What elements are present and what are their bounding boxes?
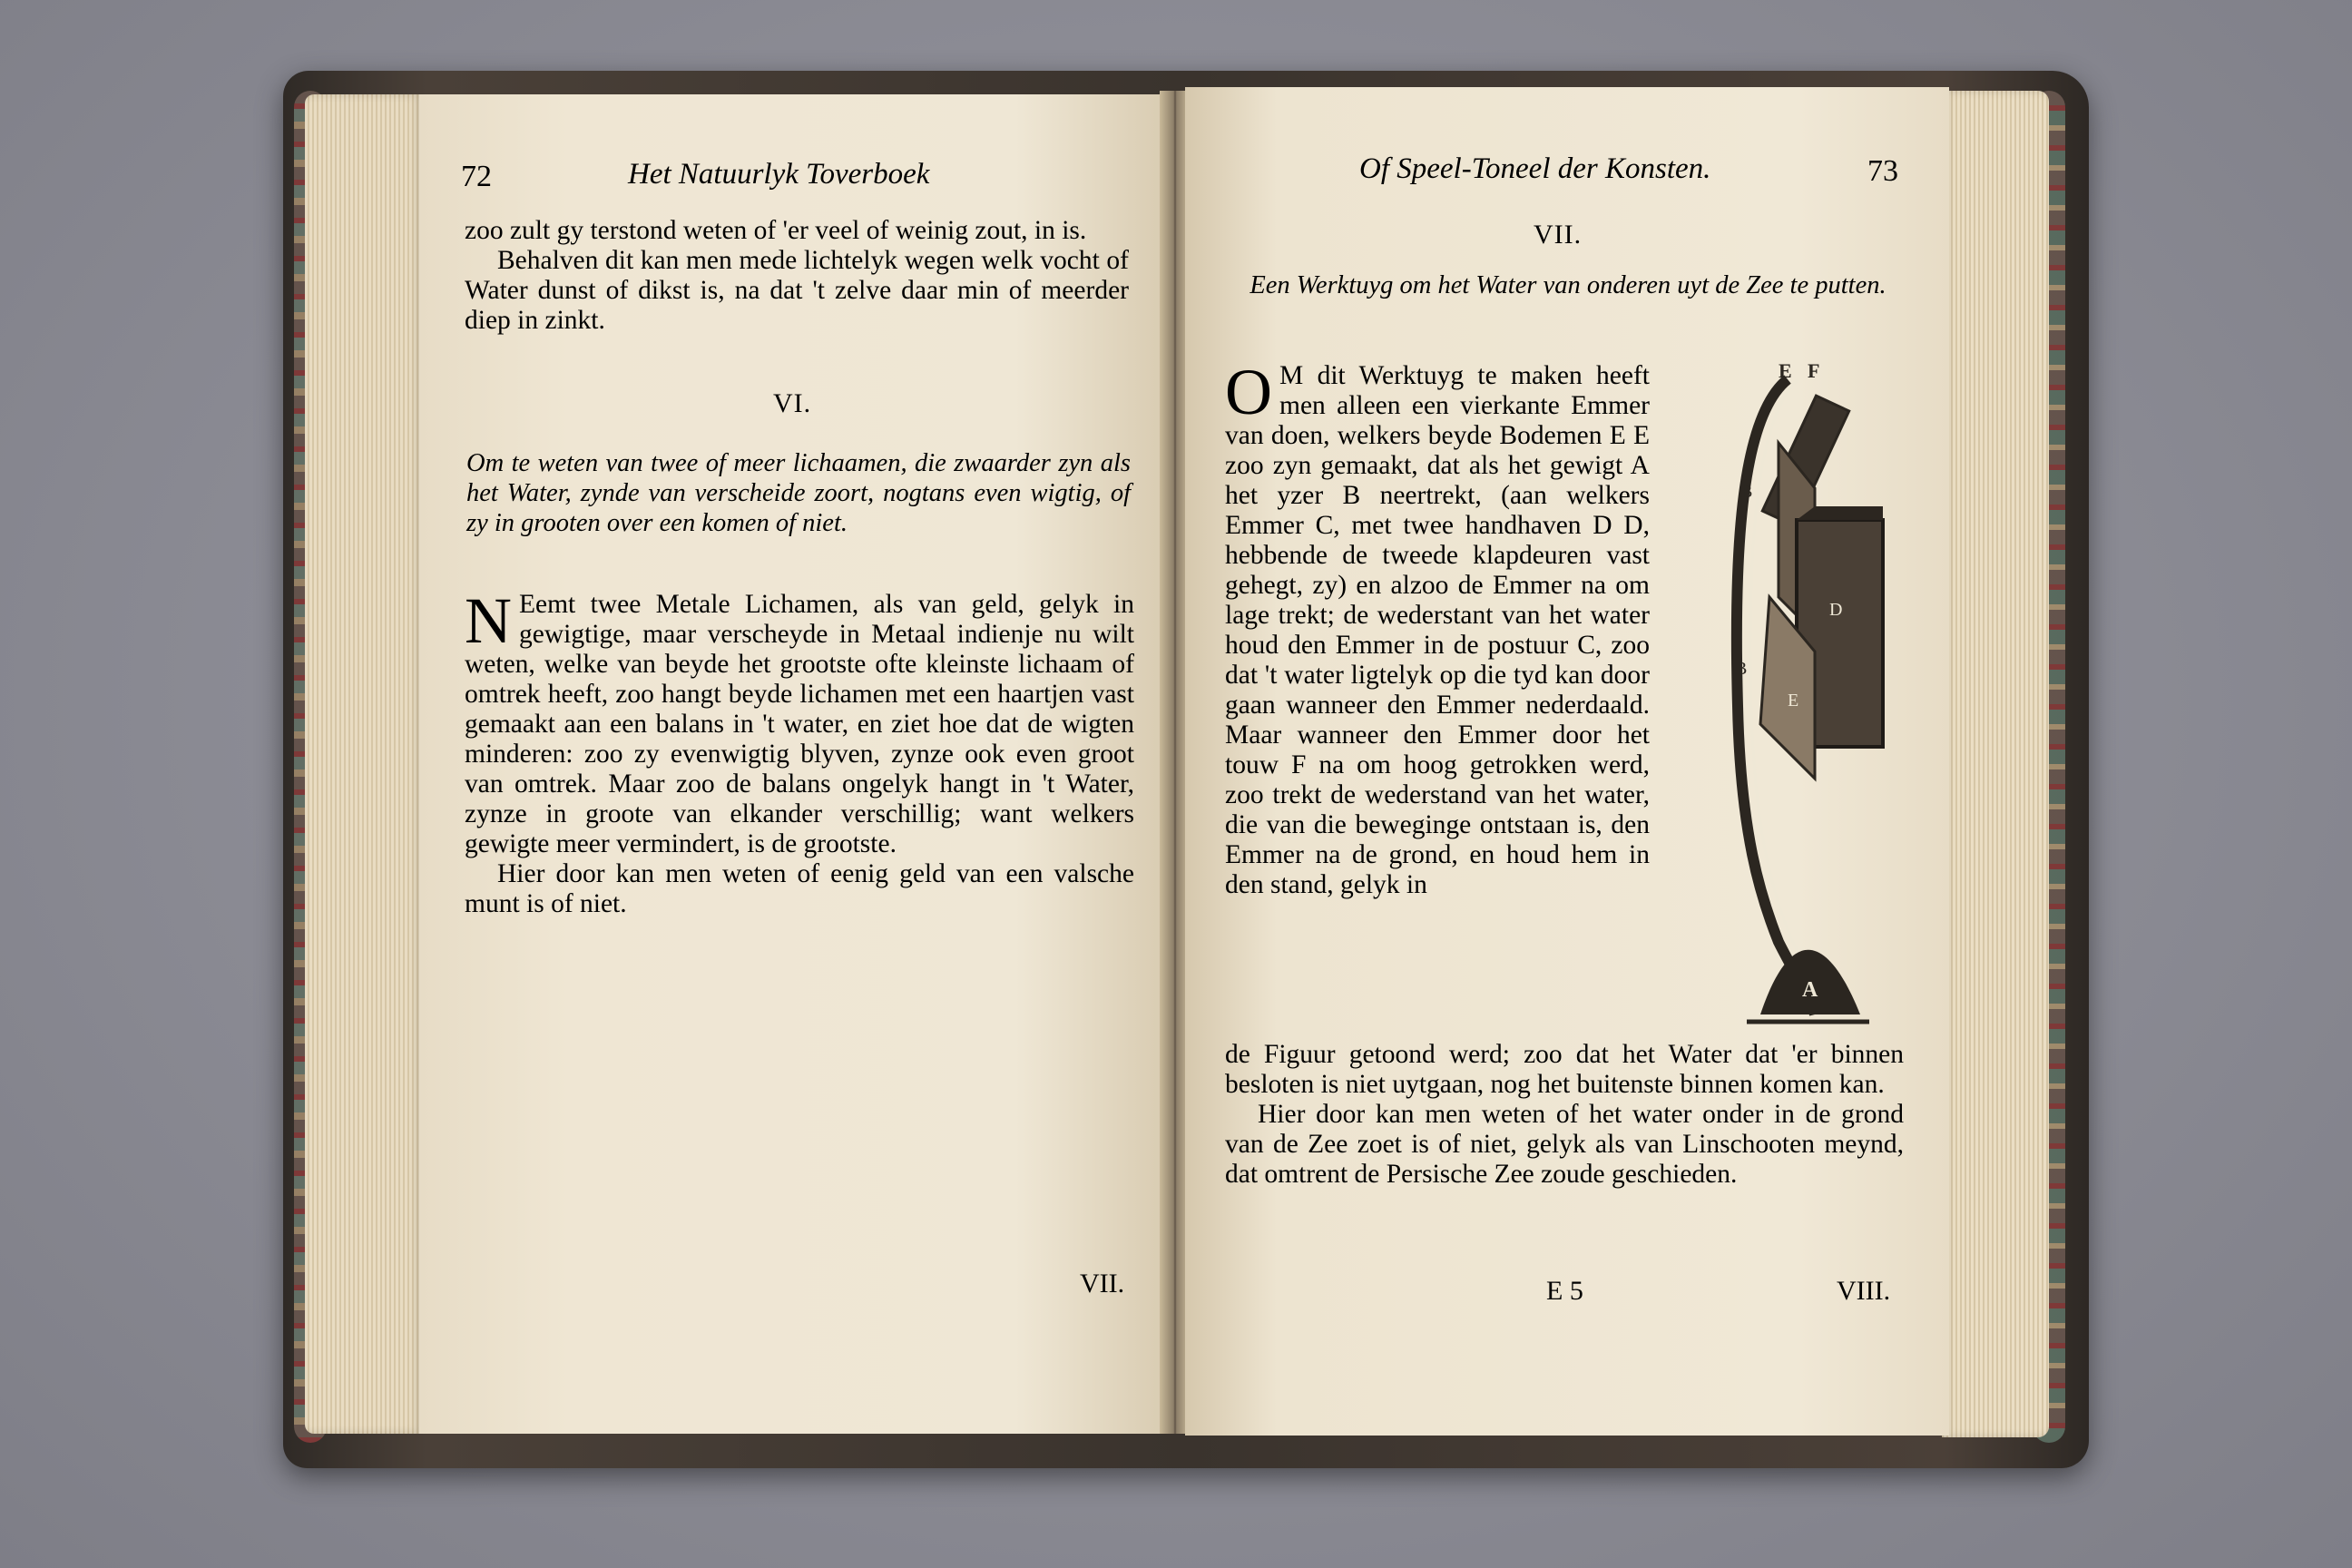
right-catchword: VIII.	[1837, 1276, 1891, 1306]
figure-letter-f: F	[1808, 361, 1820, 382]
left-running-head: Het Natuurlyk Toverboek	[628, 158, 930, 191]
left-body-text: Eemt twee Metale Lichamen, als van geld, gelyk in gewigtige, maar verscheyde in Metaal indienje nu wilt weten, welke van beyde het grootste ofte kleinste lichaam of omtrek heeft, zoo hangt beyde lichamen met een haartjen vast gemaakt aan een balans in 't water, en ziet hoe dat de wigten minderen: zoo zy evenwigtig blyven, zynze ook even groot van omtrek. Maar zoo de balans ongelyk hangt in 't Water, zynze in groote van elkander verschillig; want welkers gewigte meer vermindert, is de grootste.	[465, 590, 1134, 858]
right-page-number: 73	[1867, 154, 1898, 188]
left-top-text	[465, 216, 1129, 336]
woodcut-figure	[1724, 361, 1887, 1042]
page-stack-right	[1942, 91, 2049, 1437]
right-signature: E 5	[1546, 1276, 1583, 1306]
left-closing: Hier door kan men weten of eenig geld van een valsche munt is of niet.	[465, 859, 1134, 918]
page-stack-left	[305, 94, 423, 1434]
right-body-narrow-text: M dit Werktuyg te maken heeft men alleen een vierkante Emmer van doen, welkers beyde Bodemen E E zoo zyn gemaakt, dat als het gewigt A het yzer B neertrekt, (aan welkers Emmer C, met twee handhaven D D, hebbende de tweede klapdeuren vast gehegt, zy) en alzoo de Emmer na om lage trekt; de wederstant van het water houd den Emmer in de postuur C, zoo dat 't water ligtelyk op die tyd kan door gaan wanneer den Emmer nederdaald. Maar wanneer den Emmer door het touw F na om hoog getrokken werd, zoo trekt de wederstand van het water, die van die beweginge ontstaan is, den Emmer na de grond, en houd hem in den stand, gelyk in	[1225, 361, 1650, 899]
right-body-narrow	[1225, 356, 1650, 900]
right-running-head: Of Speel-Toneel der Konsten.	[1359, 152, 1711, 185]
figure-letter-e-top: E	[1779, 361, 1792, 382]
left-dropcap: N	[465, 584, 512, 657]
left-top-line-1: zoo zult gy terstond weten of 'er veel of weinig zout, in is.	[465, 216, 1087, 245]
left-section-title: Om te weten van twee of meer lichaamen, die zwaarder zyn als het Water, zynde van verscheide zoort, nogtans even wigtig, of zy in grooten over een komen of niet.	[466, 449, 1131, 537]
figure-letter-e-lower: E	[1788, 691, 1799, 710]
left-catchword: VII.	[1080, 1269, 1125, 1298]
right-section-title: Een Werktuyg om het Water van onderen uyt de Zee te putten.	[1250, 271, 1886, 299]
right-body-wide-text: de Figuur getoond werd; zoo dat het Water dat 'er binnen besloten is niet uytgaan, nog het buitenste binnen komen kan.	[1225, 1040, 1904, 1099]
right-body-wide	[1225, 1040, 1904, 1190]
figure-letter-b-lower: B	[1735, 659, 1748, 679]
figure-letter-b-upper: B	[1740, 482, 1753, 502]
left-page-number: 72	[461, 160, 492, 193]
right-section-number: VII.	[1534, 220, 1583, 250]
right-closing: Hier door kan men weten of het water onder in de grond van de Zee zoet is of niet, gelyk als van Linschooten meynd, dat omtrent de Persische Zee zoude geschieden.	[1225, 1100, 1904, 1189]
left-top-line-2: Behalven dit kan men mede lichtelyk wegen welk vocht of Water dunst of dikst is, na dat 't zelve daar min of meerder diep in zinkt.	[465, 246, 1129, 335]
left-body	[465, 584, 1134, 919]
left-section-number: VI.	[773, 388, 812, 418]
figure-letter-a: A	[1802, 978, 1818, 1002]
figure-letter-d: D	[1829, 600, 1843, 620]
right-dropcap: O	[1225, 356, 1272, 428]
